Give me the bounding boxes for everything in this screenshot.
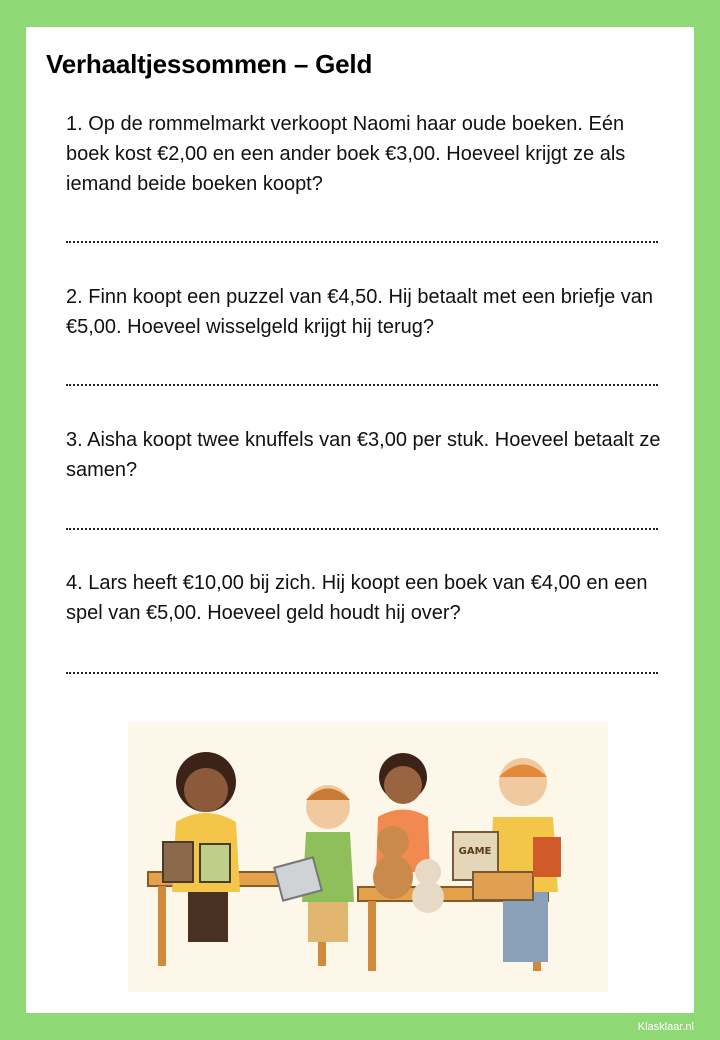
game-box-label: GAME bbox=[458, 846, 492, 857]
question-1: 1. Op de rommelmarkt verkoopt Naomi haar oude boeken. Eén boek kost €2,00 en een ander boek €3,00. Hoeveel krijgt ze als iemand beide boeken koopt? bbox=[66, 113, 626, 195]
worksheet bbox=[26, 27, 694, 1013]
question-2: 2. Finn koopt een puzzel van €4,50. Hij betaalt met een briefje van €5,00. Hoeveel wisselgeld krijgt hij terug? bbox=[66, 286, 654, 338]
footer-brand: Klasklaar.nl bbox=[637, 1021, 694, 1033]
answer-line-3[interactable] bbox=[66, 528, 658, 534]
page-title: Verhaaltjessommen – Geld bbox=[46, 49, 373, 79]
answer-line-1[interactable] bbox=[66, 241, 658, 247]
question-4: 4. Lars heeft €10,00 bij zich. Hij koopt een boek van €4,00 en een spel van €5,00. Hoeveel geld houdt hij over? bbox=[66, 572, 648, 624]
market-illustration bbox=[128, 722, 608, 992]
answer-line-2[interactable] bbox=[66, 384, 658, 390]
question-3: 3. Aisha koopt twee knuffels van €3,00 per stuk. Hoeveel betaalt ze samen? bbox=[66, 429, 661, 481]
answer-line-4[interactable] bbox=[66, 672, 658, 678]
